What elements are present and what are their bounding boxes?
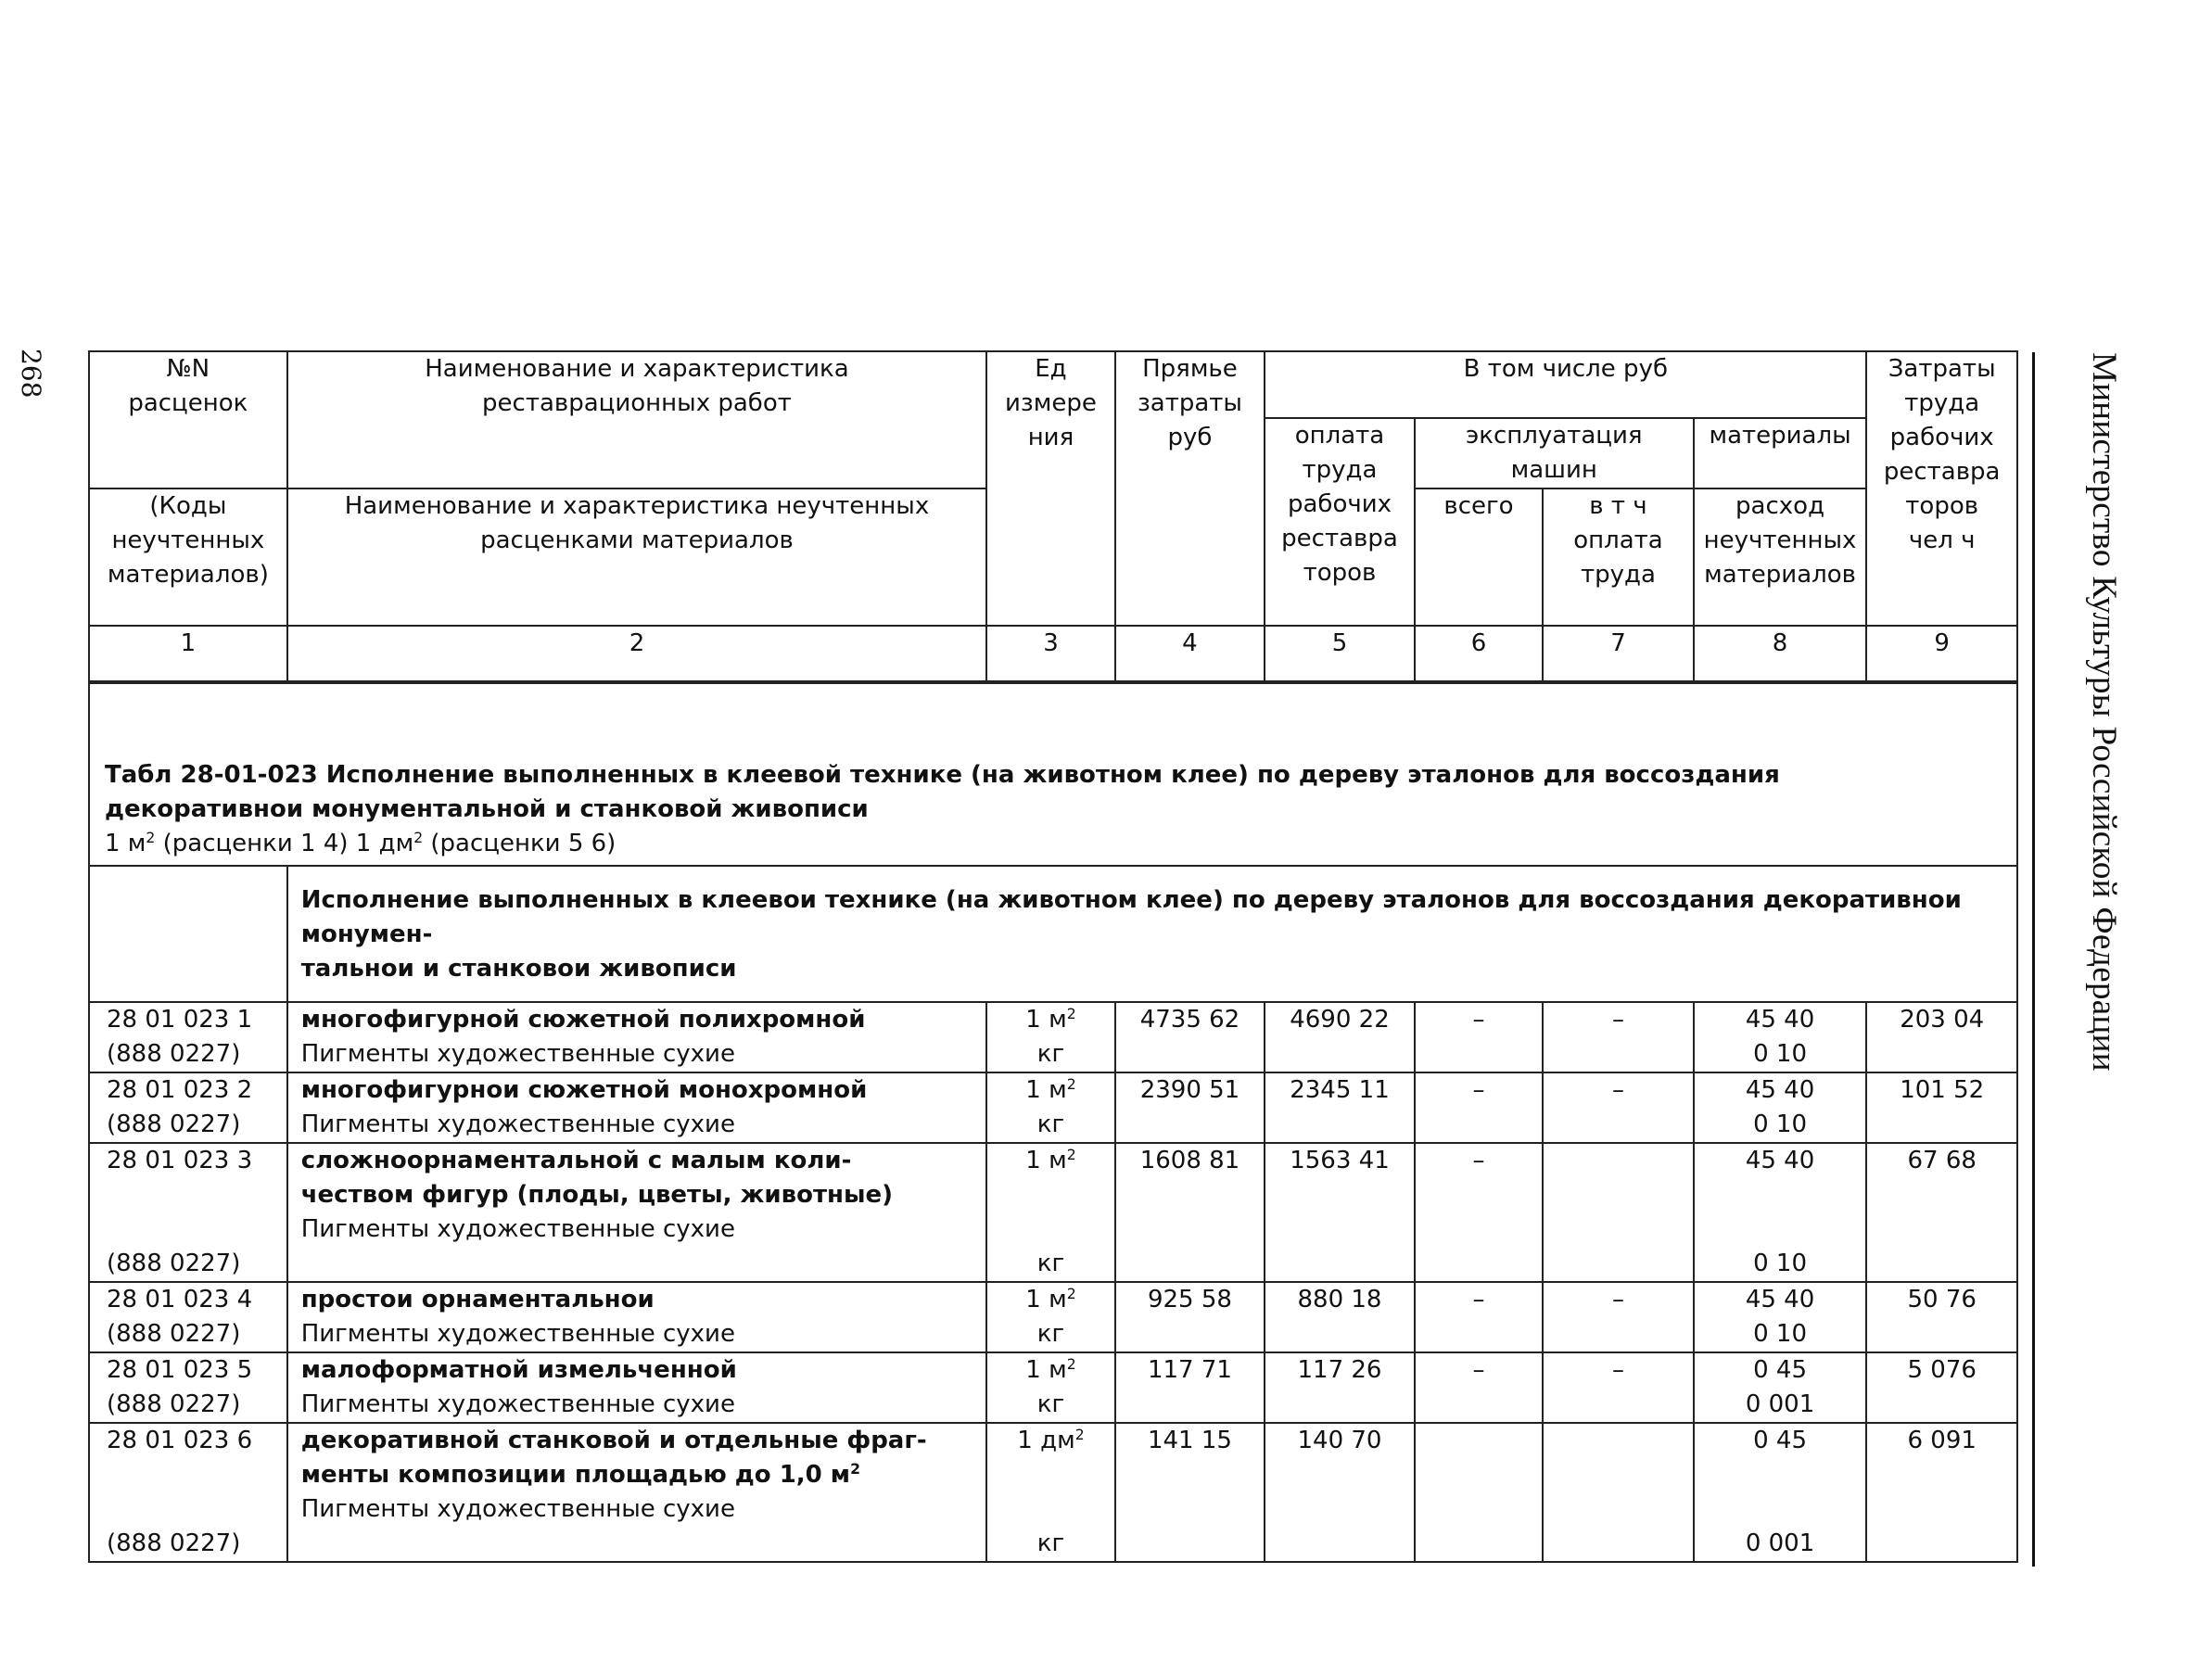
machines-labor: – (1543, 1002, 1694, 1072)
table-row (89, 1282, 2017, 1352)
materials-cost: 0 45 0 001 (1694, 1352, 1867, 1423)
materials-cost: 45 40 0 10 (1694, 1282, 1867, 1352)
section-title (89, 682, 2017, 866)
table-title-line: Табл 28-01-023 Исполнение выполненных в клеевой технике (на животном клее) по дереву эталонов для воссоздания (105, 761, 1780, 789)
work-name: сложноорнаментальной с малым коли- чеством фигур (плоды, цветы, животные) Пигменты художественные сухие (287, 1143, 987, 1282)
header-machines-labor: в т ч оплата труда (1543, 489, 1694, 626)
table-title-line: декоративнои монументальной и станковой живописи (105, 795, 869, 823)
labor-pay: 1563 41 (1265, 1143, 1415, 1282)
unit: 1 $м^2$ кг (986, 1002, 1114, 1072)
header-work-name: Наименование и характеристика реставрационных работ (287, 351, 987, 489)
material-name: Пигменты художественные сухие (300, 1495, 735, 1523)
header-material-consumption: расход неучтенных материалов (1694, 489, 1867, 626)
page-number: 268 (16, 349, 46, 399)
unit: 1 $м^2$ кг (986, 1143, 1114, 1282)
material-code: (888 0227) (107, 1390, 241, 1418)
machines-labor: – (1543, 1072, 1694, 1143)
machines-labor (1543, 1143, 1694, 1282)
header-unit: Ед измере ния (986, 351, 1114, 626)
material-code: (888 0227) (107, 1320, 241, 1348)
materials-cost: 45 40 0 10 (1694, 1072, 1867, 1143)
direct-costs: 1608 81 (1115, 1143, 1265, 1282)
material-name: Пигменты художественные сухие (300, 1110, 735, 1138)
machines-labor: – (1543, 1282, 1694, 1352)
work-name: многофигурной сюжетной полихромной Пигменты художественные сухие (287, 1002, 987, 1072)
column-numbers-row (89, 626, 2017, 682)
column-number: 4 (1115, 626, 1265, 682)
machines-total: – (1415, 1282, 1543, 1352)
header-materials: материалы (1694, 418, 1867, 489)
table-row (89, 1143, 2017, 1282)
column-number: 9 (1866, 626, 2017, 682)
labor-pay: 117 26 (1265, 1352, 1415, 1423)
unit: 1 $м^2$ кг (986, 1352, 1114, 1423)
column-number: 8 (1694, 626, 1867, 682)
table-row (89, 1072, 2017, 1143)
labor-pay: 2345 11 (1265, 1072, 1415, 1143)
rates-table (88, 350, 2018, 1563)
materials-cost: 45 40 0 10 (1694, 1002, 1867, 1072)
material-name: Пигменты художественные сухие (300, 1390, 735, 1418)
work-name: простои орнаментальнои Пигменты художественные сухие (287, 1282, 987, 1352)
rate-code: 28 01 023 4 (888 0227) (89, 1282, 287, 1352)
labor-hours: 101 52 (1866, 1072, 2017, 1143)
column-number: 2 (287, 626, 987, 682)
direct-costs: 117 71 (1115, 1352, 1265, 1423)
machines-labor (1543, 1423, 1694, 1562)
column-number: 1 (89, 626, 287, 682)
header-labor-pay: оплата труда рабочих реставра торов (1265, 418, 1415, 626)
machines-labor: – (1543, 1352, 1694, 1423)
table-row (89, 1352, 2017, 1423)
rate-code: 28 01 023 6 (888 0227) (89, 1423, 287, 1562)
machines-total: – (1415, 1352, 1543, 1423)
machines-total: – (1415, 1002, 1543, 1072)
material-name: Пигменты художественные сухие (300, 1040, 735, 1068)
material-name: Пигменты художественные сухие (300, 1215, 735, 1243)
material-code: (888 0227) (107, 1529, 241, 1557)
material-code: (888 0227) (107, 1110, 241, 1138)
material-name: Пигменты художественные сухие (300, 1320, 735, 1348)
table-header (89, 351, 2017, 682)
direct-costs: 4735 62 (1115, 1002, 1265, 1072)
rate-code: 28 01 023 1 (888 0227) (89, 1002, 287, 1072)
labor-hours: 5 076 (1866, 1352, 2017, 1423)
table-row (89, 1002, 2017, 1072)
work-name: малоформатной измельченной Пигменты художественные сухие (287, 1352, 987, 1423)
labor-hours: 50 76 (1866, 1282, 2017, 1352)
labor-hours: 203 04 (1866, 1002, 2017, 1072)
direct-costs: 141 15 (1115, 1423, 1265, 1562)
column-number: 5 (1265, 626, 1415, 682)
column-number: 6 (1415, 626, 1543, 682)
direct-costs: 925 58 (1115, 1282, 1265, 1352)
header-labor-hours: Затраты труда рабочих реставра торов чел ч (1866, 351, 2017, 626)
materials-cost: 0 45 0 001 (1694, 1423, 1867, 1562)
rate-code: 28 01 023 5 (888 0227) (89, 1352, 287, 1423)
direct-costs: 2390 51 (1115, 1072, 1265, 1143)
work-name: многофигурнои сюжетной монохромной Пигменты художественные сухие (287, 1072, 987, 1143)
rate-code: 28 01 023 3 (888 0227) (89, 1143, 287, 1282)
work-name: декоративной станковой и отдельные фраг- менты композиции площадью до 1,0 $м^2$ Пигменты художественные сухие (287, 1423, 987, 1562)
side-rule (2032, 352, 2035, 1567)
header-machines-total: всего (1415, 489, 1543, 626)
labor-pay: 4690 22 (1265, 1002, 1415, 1072)
header-including: В том числе руб (1265, 351, 1866, 418)
header-rate-number: №N расценок (89, 351, 287, 489)
column-number: 3 (986, 626, 1114, 682)
machines-total (1415, 1423, 1543, 1562)
header-machines: эксплуатация машин (1415, 418, 1694, 489)
column-number: 7 (1543, 626, 1694, 682)
machines-total: – (1415, 1143, 1543, 1282)
units-note: 1 $м^2$ (расценки 1 4) 1 $дм^2$ (расценки 5 6) (105, 829, 617, 857)
materials-cost: 45 40 0 10 (1694, 1143, 1867, 1282)
material-code: (888 0227) (107, 1250, 241, 1277)
labor-pay: 880 18 (1265, 1282, 1415, 1352)
side-title: Министерство Культуры Российской Федерации (2085, 352, 2123, 1072)
machines-total: – (1415, 1072, 1543, 1143)
rate-code: 28 01 023 2 (888 0227) (89, 1072, 287, 1143)
labor-hours: 6 091 (1866, 1423, 2017, 1562)
labor-pay: 140 70 (1265, 1423, 1415, 1562)
material-code: (888 0227) (107, 1040, 241, 1068)
header-direct-costs: Прямье затраты руб (1115, 351, 1265, 626)
labor-hours: 67 68 (1866, 1143, 2017, 1282)
unit: 1 $м^2$ кг (986, 1072, 1114, 1143)
empty-cell (89, 866, 287, 1002)
table-body (89, 682, 2017, 1002)
unit: 1 $м^2$ кг (986, 1282, 1114, 1352)
header-material-name: Наименование и характеристика неучтенных расценками материалов (287, 489, 987, 626)
table-row (89, 1423, 2017, 1562)
header-material-codes: (Коды неучтенных материалов) (89, 489, 287, 626)
unit: 1 $дм^2$ кг (986, 1423, 1114, 1562)
subsection-title: Исполнение выполненных в клеевои технике (на животном клее) по дереву эталонов для воссоздания декоративнои монумен- тальнои и станковои живописи (287, 866, 2017, 1002)
rates-rows (89, 1002, 2017, 1562)
